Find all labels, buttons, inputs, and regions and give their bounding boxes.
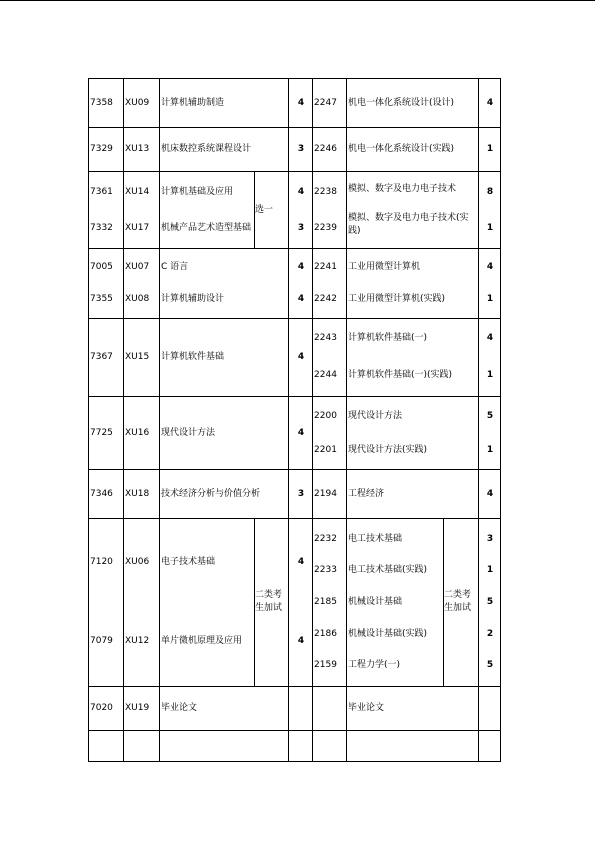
right-name: 现代设计方法 <box>348 410 403 421</box>
left-name-cell <box>160 470 289 519</box>
left-code: 7725 <box>90 427 113 438</box>
right-credit: 2 <box>486 628 494 639</box>
right-credit-cell <box>479 249 501 318</box>
right-credit-cell <box>479 79 501 128</box>
left-credit-cell <box>289 686 313 730</box>
elective-note <box>255 172 289 249</box>
left-code-cell <box>89 249 124 318</box>
right-name: 毕业论文 <box>348 702 385 713</box>
right-code: 2159 <box>314 660 337 671</box>
left-credit-cell <box>289 730 313 761</box>
right-credit-cell <box>479 730 501 761</box>
left-code-cell <box>89 172 124 249</box>
right-credit: 1 <box>486 565 494 576</box>
left-name-cell <box>160 519 255 686</box>
table-row <box>89 128 501 172</box>
left-name-cell <box>160 396 289 469</box>
left-sub: XU15 <box>125 351 150 362</box>
left-name-cell <box>160 172 255 249</box>
right-credit-cell <box>479 396 501 469</box>
left-credit-cell <box>289 470 313 519</box>
right-name: 机电一体化系统设计(设计) <box>348 97 455 108</box>
left-credit: 4 <box>297 636 305 647</box>
right-name-cell <box>347 128 479 172</box>
left-code: 7120 <box>90 557 113 568</box>
right-code: 2200 <box>314 410 337 421</box>
right-code: 2239 <box>314 222 337 233</box>
table-row <box>89 318 501 396</box>
right-credit-cell <box>479 318 501 396</box>
right-credit: 5 <box>486 660 494 671</box>
left-sub: XU12 <box>125 636 150 647</box>
left-name: 现代设计方法 <box>161 427 216 438</box>
right-code: 2242 <box>314 293 337 304</box>
left-code: 7020 <box>90 702 113 713</box>
right-name-cell <box>347 470 479 519</box>
right-name: 工业用微型计算机 <box>348 261 421 272</box>
left-code-cell <box>89 318 124 396</box>
right-credit-cell <box>479 519 501 686</box>
elective-note <box>255 519 289 686</box>
right-credit: 3 <box>486 533 494 544</box>
right-code-cell <box>313 79 347 128</box>
left-credit: 4 <box>297 427 305 438</box>
left-code-cell <box>89 470 124 519</box>
left-credit-cell <box>289 318 313 396</box>
right-name: 机电一体化系统设计(实践) <box>348 144 455 155</box>
left-credit: 4 <box>297 261 305 272</box>
left-sub: XU07 <box>125 261 150 272</box>
right-credit: 8 <box>486 186 494 197</box>
right-credit: 1 <box>486 444 494 455</box>
right-name: 电工技术基础(实践) <box>348 565 428 576</box>
course-mapping-table <box>88 78 501 762</box>
left-code-cell <box>89 686 124 730</box>
left-code-cell <box>89 519 124 686</box>
left-name: 计算机软件基础 <box>161 351 225 362</box>
left-name-cell <box>160 79 289 128</box>
right-name-cell <box>347 396 479 469</box>
left-sub: XU13 <box>125 144 150 155</box>
left-sub-cell <box>124 519 160 686</box>
left-name-cell <box>160 128 289 172</box>
left-name: 计算机辅助设计 <box>161 293 225 304</box>
right-name: 现代设计方法(实践) <box>348 444 428 455</box>
right-credit-cell <box>479 172 501 249</box>
left-sub-cell <box>124 318 160 396</box>
elective-note-text: 二类考生加试 <box>255 590 283 614</box>
right-name: 工程力学(一) <box>348 660 401 671</box>
left-sub: XU06 <box>125 557 150 568</box>
left-code-cell <box>89 79 124 128</box>
right-name-cell <box>347 249 479 318</box>
right-code-cell <box>313 470 347 519</box>
left-sub-cell <box>124 470 160 519</box>
right-name-cell <box>347 730 479 761</box>
right-name-cell <box>347 519 444 686</box>
left-sub: XU16 <box>125 427 150 438</box>
right-name: 机械设计基础(实践) <box>348 628 428 639</box>
left-credit-cell <box>289 79 313 128</box>
right-name: 计算机软件基础(一) <box>348 333 428 344</box>
left-sub: XU09 <box>125 97 150 108</box>
left-name: 单片微机原理及应用 <box>161 636 243 647</box>
left-code: 7361 <box>90 186 113 197</box>
left-name: 计算机基础及应用 <box>161 186 234 197</box>
left-sub-cell <box>124 396 160 469</box>
right-name-cell <box>347 686 479 730</box>
right-credit: 1 <box>486 222 494 233</box>
elective-note-text: 选一 <box>255 204 274 215</box>
right-code-cell <box>313 686 347 730</box>
right-code: 2247 <box>314 97 337 108</box>
left-code-cell <box>89 396 124 469</box>
right-code-cell <box>313 249 347 318</box>
left-code: 7332 <box>90 222 113 233</box>
left-code: 7355 <box>90 293 113 304</box>
right-code: 2232 <box>314 533 337 544</box>
right-code: 2244 <box>314 369 337 380</box>
left-sub-cell <box>124 128 160 172</box>
left-sub-cell <box>124 172 160 249</box>
left-code: 7005 <box>90 261 113 272</box>
right-code: 2186 <box>314 628 337 639</box>
left-name-cell <box>160 318 289 396</box>
left-name: 机械产品艺术造型基础 <box>161 222 252 233</box>
left-credit-cell <box>289 128 313 172</box>
right-code: 2194 <box>314 488 337 499</box>
right-code: 2238 <box>314 186 337 197</box>
table-row <box>89 172 501 249</box>
table-row <box>89 470 501 519</box>
right-code-cell <box>313 172 347 249</box>
left-credit: 3 <box>297 144 305 155</box>
left-name: 机床数控系统课程设计 <box>161 144 252 155</box>
left-code: 7358 <box>90 97 113 108</box>
left-credit-cell <box>289 396 313 469</box>
right-credit: 4 <box>486 488 494 499</box>
table-row <box>89 79 501 128</box>
right-name: 工业用微型计算机(实践) <box>348 293 446 304</box>
right-credit-cell <box>479 686 501 730</box>
left-credit: 4 <box>297 293 305 304</box>
left-sub: XU14 <box>125 186 150 197</box>
left-sub-cell <box>124 249 160 318</box>
left-name-cell <box>160 730 289 761</box>
left-credit: 4 <box>297 186 305 197</box>
table-row <box>89 686 501 730</box>
right-name: 计算机软件基础(一)(实践) <box>348 369 453 380</box>
right-code-cell <box>313 730 347 761</box>
right-code-cell <box>313 128 347 172</box>
left-code: 7367 <box>90 351 113 362</box>
right-credit: 4 <box>486 333 494 344</box>
left-name: 电子技术基础 <box>161 557 216 568</box>
right-code: 2246 <box>314 144 337 155</box>
left-name: 毕业论文 <box>161 702 198 713</box>
right-code-cell <box>313 318 347 396</box>
table-row <box>89 519 501 686</box>
right-credit: 5 <box>486 596 494 607</box>
right-credit: 1 <box>486 144 494 155</box>
table-row <box>89 249 501 318</box>
right-code: 2185 <box>314 596 337 607</box>
table-row <box>89 396 501 469</box>
left-sub: XU08 <box>125 293 150 304</box>
left-credit-cell <box>289 249 313 318</box>
left-name: 技术经济分析与价值分析 <box>161 488 261 499</box>
right-note-text: 二类考生加试 <box>444 590 472 614</box>
left-credit: 3 <box>297 488 305 499</box>
left-sub-cell <box>124 730 160 761</box>
top-rule <box>0 0 595 1</box>
left-sub: XU17 <box>125 222 150 233</box>
left-sub: XU18 <box>125 488 150 499</box>
right-name: 机械设计基础 <box>348 596 403 607</box>
left-name: C 语言 <box>161 261 189 272</box>
right-credit: 1 <box>486 293 494 304</box>
left-sub-cell <box>124 686 160 730</box>
right-note <box>444 519 479 686</box>
right-name: 工程经济 <box>348 488 385 499</box>
left-sub: XU19 <box>125 702 150 713</box>
right-code: 2243 <box>314 333 337 344</box>
left-credit: 3 <box>297 222 305 233</box>
left-code: 7079 <box>90 636 113 647</box>
left-credit-cell <box>289 172 313 249</box>
right-credit-cell <box>479 128 501 172</box>
table-row <box>89 730 501 761</box>
right-credit: 1 <box>486 369 494 380</box>
left-code-cell <box>89 730 124 761</box>
left-credit: 4 <box>297 97 305 108</box>
right-name: 模拟、数字及电力电子技术 <box>348 183 457 194</box>
right-credit: 4 <box>486 261 494 272</box>
right-name-cell <box>347 79 479 128</box>
left-code: 7329 <box>90 144 113 155</box>
right-code: 2233 <box>314 565 337 576</box>
right-name-cell <box>347 172 479 249</box>
right-name: 电工技术基础 <box>348 533 403 544</box>
right-code-cell <box>313 519 347 686</box>
right-code-cell <box>313 396 347 469</box>
left-name: 计算机辅助制造 <box>161 97 225 108</box>
left-code-cell <box>89 128 124 172</box>
left-credit: 4 <box>297 351 305 362</box>
left-code: 7346 <box>90 488 113 499</box>
left-sub-cell <box>124 79 160 128</box>
right-credit: 4 <box>486 97 494 108</box>
left-name-cell <box>160 686 289 730</box>
right-credit-cell <box>479 470 501 519</box>
left-credit: 4 <box>297 557 305 568</box>
right-code: 2241 <box>314 261 337 272</box>
right-name: 模拟、数字及电力电子技术(实践) <box>348 213 469 237</box>
right-name-cell <box>347 318 479 396</box>
right-credit: 5 <box>486 410 494 421</box>
left-credit-cell <box>289 519 313 686</box>
right-code: 2201 <box>314 444 337 455</box>
left-name-cell <box>160 249 289 318</box>
